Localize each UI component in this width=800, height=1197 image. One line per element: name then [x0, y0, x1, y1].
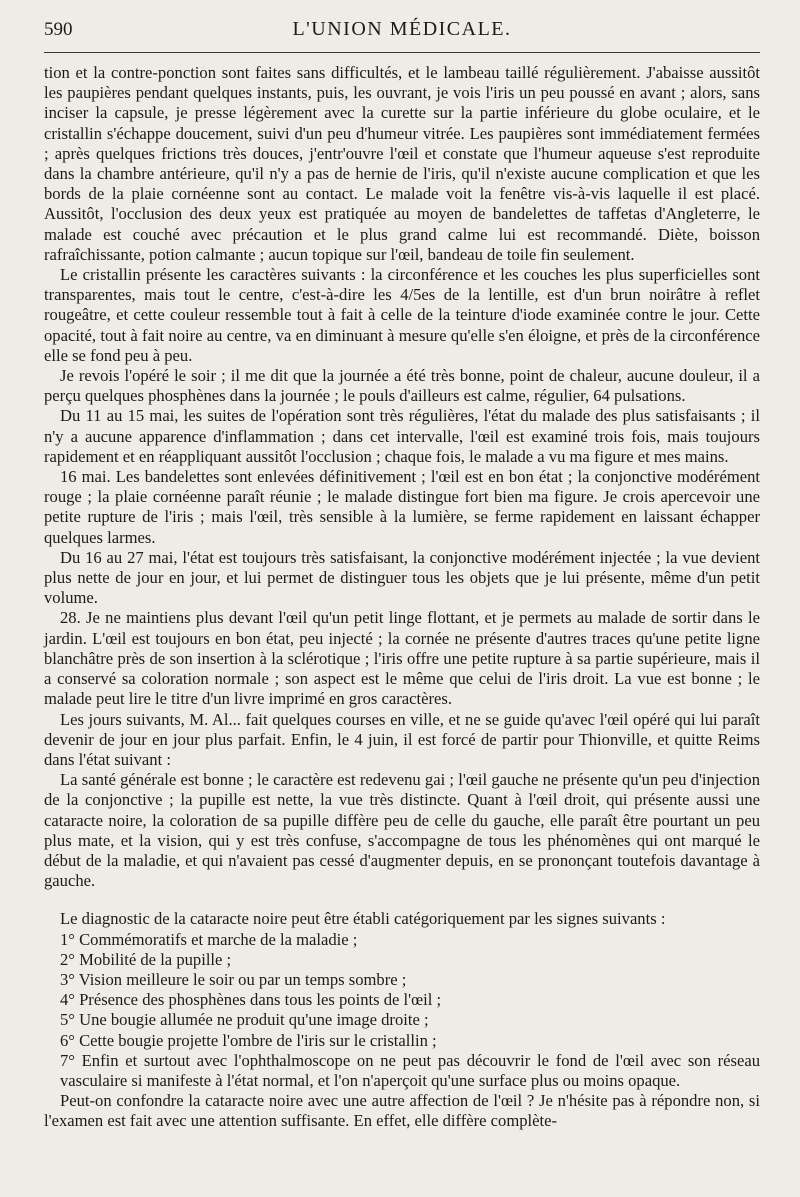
- sign-item: 4° Présence des phosphènes dans tous les points de l'œil ;: [60, 990, 442, 1010]
- paragraph: Du 11 au 15 mai, les suites de l'opération sont très régulières, l'état du malade des plus satisfaisants ; il n'y a aucune apparence d'inflammation ; dans cet intervalle, l'œil est examiné trois fois, mais toujours rapidement et en réappliquant aussitôt l'occlusion ; chaque fois, le malade a vu ma figure et mes mains.: [44, 406, 760, 466]
- sign-item: 7° Enfin et surtout avec l'ophthalmoscope on ne peut pas découvrir le fond de l'œil avec son réseau vasculaire si manifeste à l'état normal, et l'on n'aperçoit qu'une surface plus ou moins opaque.: [60, 1050, 760, 1090]
- diagnosis-intro: Le diagnostic de la cataracte noire peut être établi catégoriquement par les signes suivants :: [60, 909, 666, 929]
- sign-item: 1° Commémoratifs et marche de la maladie ;: [60, 929, 358, 949]
- paragraph: 28. Je ne maintiens plus devant l'œil qu'un petit linge flottant, et je permets au malade de sortir dans le jardin. L'œil est toujours en bon état, peu injecté ; la cornée ne présente d'autres traces qu'une petite ligne blanchâtre près de son insertion à la sclérotique ; l'iris offre une petite rupture à sa partie supérieure, mais il a conservé sa coloration normale ; son aspect est le même que celui de l'iris droit. La vue est bonne ; le malade peut lire le titre d'un livre imprimé en gros caractères.: [44, 608, 760, 709]
- signs-list: [44, 930, 760, 1092]
- sign-item: 5° Une bougie allumée ne produit qu'une image droite ;: [60, 1010, 429, 1030]
- page-number: 590: [44, 19, 73, 40]
- paragraph: 16 mai. Les bandelettes sont enlevées définitivement ; l'œil est en bon état ; la conjonctive modérément rouge ; la plaie cornéenne paraît réunie ; le malade distingue fort bien ma figure. Je crois apercevoir une petite rupture de l'iris ; mais l'œil, très sensible à la lumière, se ferme rapidement en laissant échapper quelques larmes.: [44, 467, 760, 547]
- paragraph: tion et la contre-ponction sont faites sans difficultés, et le lambeau taillé régulièrement. J'abaisse aussitôt les paupières pendant quelques instants, puis, les ouvrant, je vois l'iris un peu poussé en avant ; alors, sans inciser la capsule, je presse légèrement avec la curette sur la partie inférieure du globe oculaire, et le cristallin s'échappe doucement, suivi d'un peu d'humeur vitrée. Les paupières sont immédiatement fermées ; après quelques frictions très douces, j'entr'ouvre l'œil et constate que l'humeur aqueuse s'est reproduite dans la chambre antérieure, qu'il n'y a pas de hernie de l'iris, qu'il n'existe aucune complication et que les bords de la plaie cornéenne sont au contact. Le malade voit la fenêtre vis-à-vis laquelle il est placé. Aussitôt, l'occlusion des deux yeux est pratiquée au moyen de bandelettes de taffetas d'Angleterre, le malade est couché avec précaution et le plus grand calme lui est recommandé. Diète, boisson rafraîchissante, potion calmante ; aucun topique sur l'œil, bandeau de toile fin seulement.: [44, 63, 760, 264]
- article-body: [44, 63, 760, 1132]
- sign-item: 6° Cette bougie projette l'ombre de l'iris sur le cristallin ;: [60, 1030, 437, 1050]
- paragraph: La santé générale est bonne ; le caractère est redevenu gai ; l'œil gauche ne présente qu'un peu d'injection de la conjonctive ; la pupille est nette, la vue très distincte. Quant à l'œil droit, qui présente aussi une cataracte noire, la coloration de sa pupille diffère peu de celle du gauche, elle paraît être pourtant un peu plus mate, et la vision, qui y est très confuse, s'accompagne de tous les phénomènes qui ont marqué le début de la maladie, et qui n'avaient pas cessé d'augmenter depuis, en se prononçant toutefois davantage à gauche.: [44, 770, 760, 891]
- paragraph: Je revois l'opéré le soir ; il me dit que la journée a été très bonne, point de chaleur, aucune douleur, il a perçu quelques phosphènes dans la journée ; le pouls d'ailleurs est calme, régulier, 64 pulsations.: [44, 366, 760, 406]
- sign-item: 2° Mobilité de la pupille ;: [60, 949, 232, 969]
- running-title: L'UNION MÉDICALE.: [292, 18, 512, 40]
- paragraph: Du 16 au 27 mai, l'état est toujours très satisfaisant, la conjonctive modérément injectée ; la vue devient plus nette de jour en jour, et lui permet de distinguer tous les objets que je lui présente, même d'un petit volume.: [44, 547, 760, 608]
- page-header: [44, 18, 760, 53]
- closing-paragraph: Peut-on confondre la cataracte noire avec une autre affection de l'œil ? Je n'hésite pas à répondre non, si l'examen est fait avec une attention suffisante. En effet, elle diffère complète-: [44, 1091, 760, 1131]
- sign-item: 3° Vision meilleure le soir ou par un temps sombre ;: [60, 969, 407, 989]
- paragraph: Le cristallin présente les caractères suivants : la circonférence et les couches les plus superficielles sont transparentes, mais tout le centre, c'est-à-dire les 4/5es de la lentille, est d'un brun noirâtre à reflet rougeâtre, et cette couleur ressemble tout à fait à celle de la teinture d'iode examinée contre le jour. Cette opacité, tout à fait noire au centre, va en diminuant à mesure qu'elle s'en éloigne, et près de la circonférence elle se fond peu à peu.: [44, 265, 760, 365]
- section-gap: [44, 891, 760, 909]
- paragraph: Les jours suivants, M. Al... fait quelques courses en ville, et ne se guide qu'avec l'œil opéré qui lui paraît devenir de jour en jour plus parfait. Enfin, le 4 juin, il est forcé de partir pour Thionville, et quitte Reims dans l'état suivant :: [44, 709, 760, 769]
